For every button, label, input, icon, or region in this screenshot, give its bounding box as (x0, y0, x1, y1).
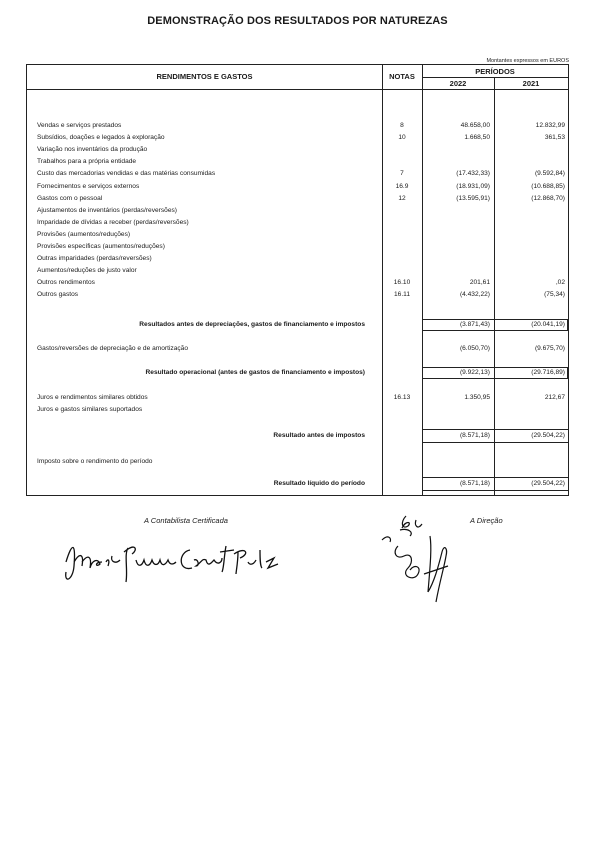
interest-income-note: 16.13 (393, 394, 411, 401)
table-row (27, 290, 568, 300)
table-row (27, 206, 568, 216)
row-label: Outros rendimentos (37, 279, 95, 287)
row-value-2022: (17.432,33) (456, 170, 490, 178)
row-label: Variação nos inventários da produção (37, 146, 148, 154)
ebitda-row (27, 320, 568, 330)
interest-expense-row (27, 405, 568, 415)
table-row (27, 121, 568, 131)
depreciation-2021: (9.675,70) (534, 345, 565, 352)
document-title: DEMONSTRAÇÃO DOS RESULTADOS POR NATUREZAS (147, 15, 448, 27)
row-label: Vendas e serviços prestados (37, 122, 122, 129)
income-statement-table (26, 64, 569, 496)
row-value-2022: 201,61 (469, 279, 490, 287)
header-items: RENDIMENTOS E GASTOS (156, 72, 253, 81)
accountant-signature (62, 532, 282, 592)
row-value-2021: ,02 (555, 279, 565, 287)
net-result-2021: (29.504,22) (531, 480, 565, 487)
row-value-2022: (13.595,91) (456, 194, 490, 202)
ebitda-2021: (20.041,19) (531, 321, 565, 328)
net-result-row (27, 479, 568, 489)
header-year-2022: 2022 (449, 79, 467, 88)
row-note: 7 (400, 170, 404, 178)
accountant-label: A Contabilista Certificada (144, 516, 228, 525)
pretax-2021: (29.504,22) (531, 432, 565, 439)
row-label: Aumentos/reduções de justo valor (37, 267, 137, 275)
ebitda-label: Resultados antes de depreciações, gastos de financiamento e impostos (139, 321, 365, 328)
row-note: 16.10 (393, 279, 411, 287)
row-value-2021: (75,34) (544, 291, 565, 299)
net-result-2022: (8.571,18) (459, 480, 490, 487)
table-row (27, 218, 568, 228)
row-label: Subsídios, doações e legados à exploração (37, 134, 165, 142)
table-row (27, 230, 568, 240)
operating-2021: (29.716,89) (531, 369, 565, 376)
operating-2022: (9.922,13) (459, 369, 490, 376)
header-year-2021: 2021 (522, 79, 540, 88)
interest-expense-label: Juros e gastos similares suportados (37, 406, 143, 413)
tax-row (27, 457, 568, 467)
row-label: Ajustamentos de inventários (perdas/reversões) (37, 206, 178, 214)
row-note: 8 (400, 122, 404, 129)
table-row (27, 278, 568, 288)
row-note: 10 (398, 134, 406, 142)
row-label: Provisões (aumentos/reduções) (37, 230, 131, 238)
row-value-2022: 1.668,50 (464, 134, 490, 142)
interest-income-2021: 212,67 (544, 394, 565, 401)
row-value-2021: 12.832,99 (535, 122, 565, 129)
interest-income-row (27, 393, 568, 403)
table-row (27, 157, 568, 167)
row-value-2022: (4.432,22) (459, 291, 490, 299)
depreciation-label: Gastos/reversões de depreciação e de amortização (37, 345, 189, 352)
row-label: Provisões específicas (aumentos/reduções) (37, 243, 165, 250)
table-row (27, 254, 568, 264)
row-value-2022: 48.658,00 (460, 122, 490, 129)
header-notes: NOTAS (389, 72, 415, 81)
row-label: Custo das mercadorias vendidas e das matérias consumidas (37, 170, 216, 178)
interest-income-2022: 1.350,95 (464, 394, 490, 401)
row-note: 16.9 (395, 182, 409, 190)
row-label: Outras imparidades (perdas/reversões) (37, 255, 152, 263)
row-value-2021: (10.688,85) (531, 182, 565, 190)
depreciation-2022: (6.050,70) (459, 345, 490, 352)
row-label: Imparidade de dívidas a receber (perdas/reversões) (37, 218, 189, 226)
table-row (27, 266, 568, 276)
row-label: Fornecimentos e serviços externos (37, 182, 140, 190)
tax-label: Imposto sobre o rendimento do período (37, 458, 153, 465)
row-note: 16.11 (393, 291, 410, 299)
management-label: A Direção (470, 516, 503, 525)
net-result-label: Resultado líquido do período (273, 480, 365, 487)
depreciation-row (27, 344, 568, 354)
operating-label: Resultado operacional (antes de gastos de financiamento e impostos) (145, 369, 365, 376)
table-row (27, 182, 568, 192)
management-signature (378, 512, 458, 604)
row-value-2021: (9.592,84) (534, 170, 565, 178)
table-row (27, 169, 568, 179)
table-row (27, 145, 568, 155)
row-note: 12 (398, 194, 406, 202)
row-label: Outros gastos (37, 291, 79, 299)
interest-income-label: Juros e rendimentos similares obtidos (37, 394, 148, 401)
header-periods: PERÍODOS (475, 67, 515, 76)
pretax-2022: (8.571,18) (459, 432, 490, 439)
ebitda-2022: (3.871,43) (459, 321, 490, 328)
table-row (27, 133, 568, 143)
table-row (27, 194, 568, 204)
row-value-2022: (18.931,09) (456, 182, 490, 190)
row-value-2021: 361,53 (544, 134, 565, 142)
pretax-row (27, 431, 568, 441)
row-value-2021: (12.868,70) (531, 194, 565, 202)
currency-note: Montantes expressos em EUROS (486, 58, 569, 64)
table-row (27, 242, 568, 252)
operating-row (27, 368, 568, 378)
row-label: Gastos com o pessoal (37, 194, 103, 202)
row-label: Trabalhos para a própria entidade (37, 158, 137, 166)
pretax-label: Resultado antes de impostos (273, 432, 365, 439)
